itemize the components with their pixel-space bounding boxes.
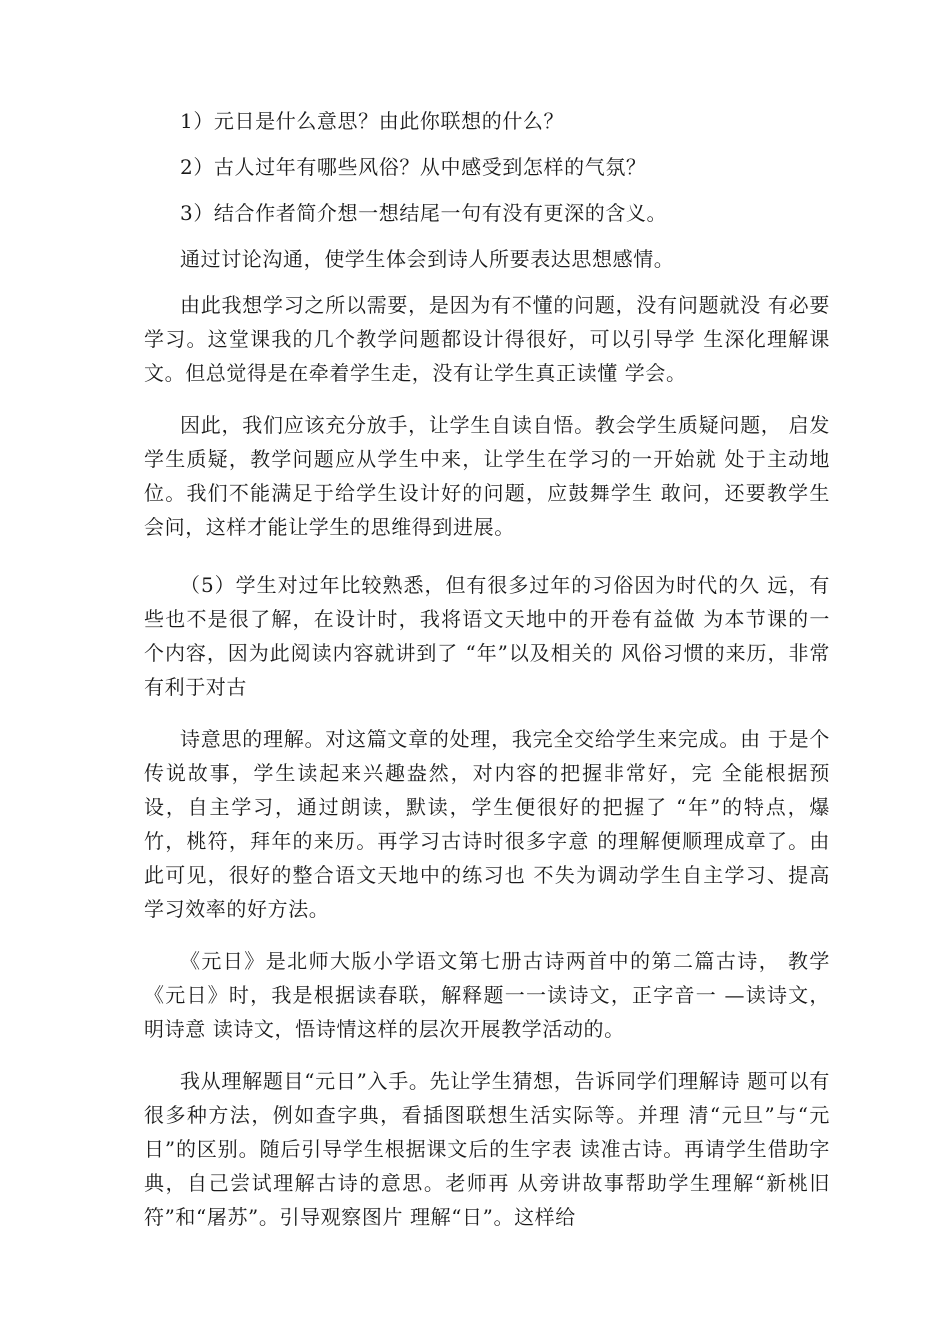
question-1: 1）元日是什么意思？由此你联想的什么？ (180, 109, 565, 133)
paragraph-reflection: 由此我想学习之所以需要，是因为有不懂的问题，没有问题就没 有必要学习。这堂课我的几个教学问题都设计得很好，可以引导学 生深化理解课文。但总觉得是在牵着学生走，没有让学生真正读懂 学会。 (144, 293, 830, 385)
question-2: 2）古人过年有哪些风俗？从中感受到怎样的气氛？ (180, 155, 647, 179)
paragraph-yuanri-intro: 《元日》是北师大版小学语文第七册古诗两首中的第二篇古诗， 教学《元日》时，我是根据读春联，解释题一一读诗文，正字音一 —读诗文，明诗意 读诗文，悟诗情这样的层次开展教学活动的。 (144, 949, 830, 1041)
question-3: 3）结合作者简介想一想结尾一句有没有更深的含义。 (180, 201, 668, 225)
paragraph-title-approach: 我从理解题目“元日”入手。先让学生猜想，告诉同学们理解诗 题可以有很多种方法，例如查字典，看插图联想生活实际等。并理 清“元旦”与“元日”的区别。随后引导学生根据课文后的生字表 读准古诗。再请学生借助字典，自己尝试理解古诗的意思。老师再 从旁讲故事帮助学生理解“新桃旧符”和“屠苏”。引导观察图片 理解“日”。这样给 (144, 1069, 830, 1229)
paragraph-item-5: （5）学生对过年比较熟悉，但有很多过年的习俗因为时代的久 远，有些也不是很了解，在设计时，我将语文天地中的开卷有益做 为本节课的一个内容，因为此阅读内容就讲到了 “年”以及相关的 风俗习惯的来历，非常有利于对古 (144, 573, 830, 699)
paragraph-discussion: 通过讨论沟通，使学生体会到诗人所要表达思想感情。 (180, 247, 675, 271)
document-body (144, 104, 830, 1234)
paragraph-poem-meaning: 诗意思的理解。对这篇文章的处理，我完全交给学生来完成。由 于是个传说故事，学生读起来兴趣盎然，对内容的把握非常好，完 全能根据预设，自主学习，通过朗读，默读，学生便很好的把握了 “年”的特点，爆竹，桃符，拜年的来历。再学习古诗时很多字意 的理解便顺理成章了。由此可见，很好的整合语文天地中的练习也 不失为调动学生自主学习、提高学习效率的好方法。 (144, 727, 830, 921)
paragraph-questioning: 因此，我们应该充分放手，让学生自读自悟。教会学生质疑问题， 启发学生质疑，教学问题应从学生中来，让学生在学习的一开始就 处于主动地位。我们不能满足于给学生设计好的问题，应鼓舞学生 敢问，还要教学生会问，这样才能让学生的思维得到进展。 (144, 413, 830, 539)
